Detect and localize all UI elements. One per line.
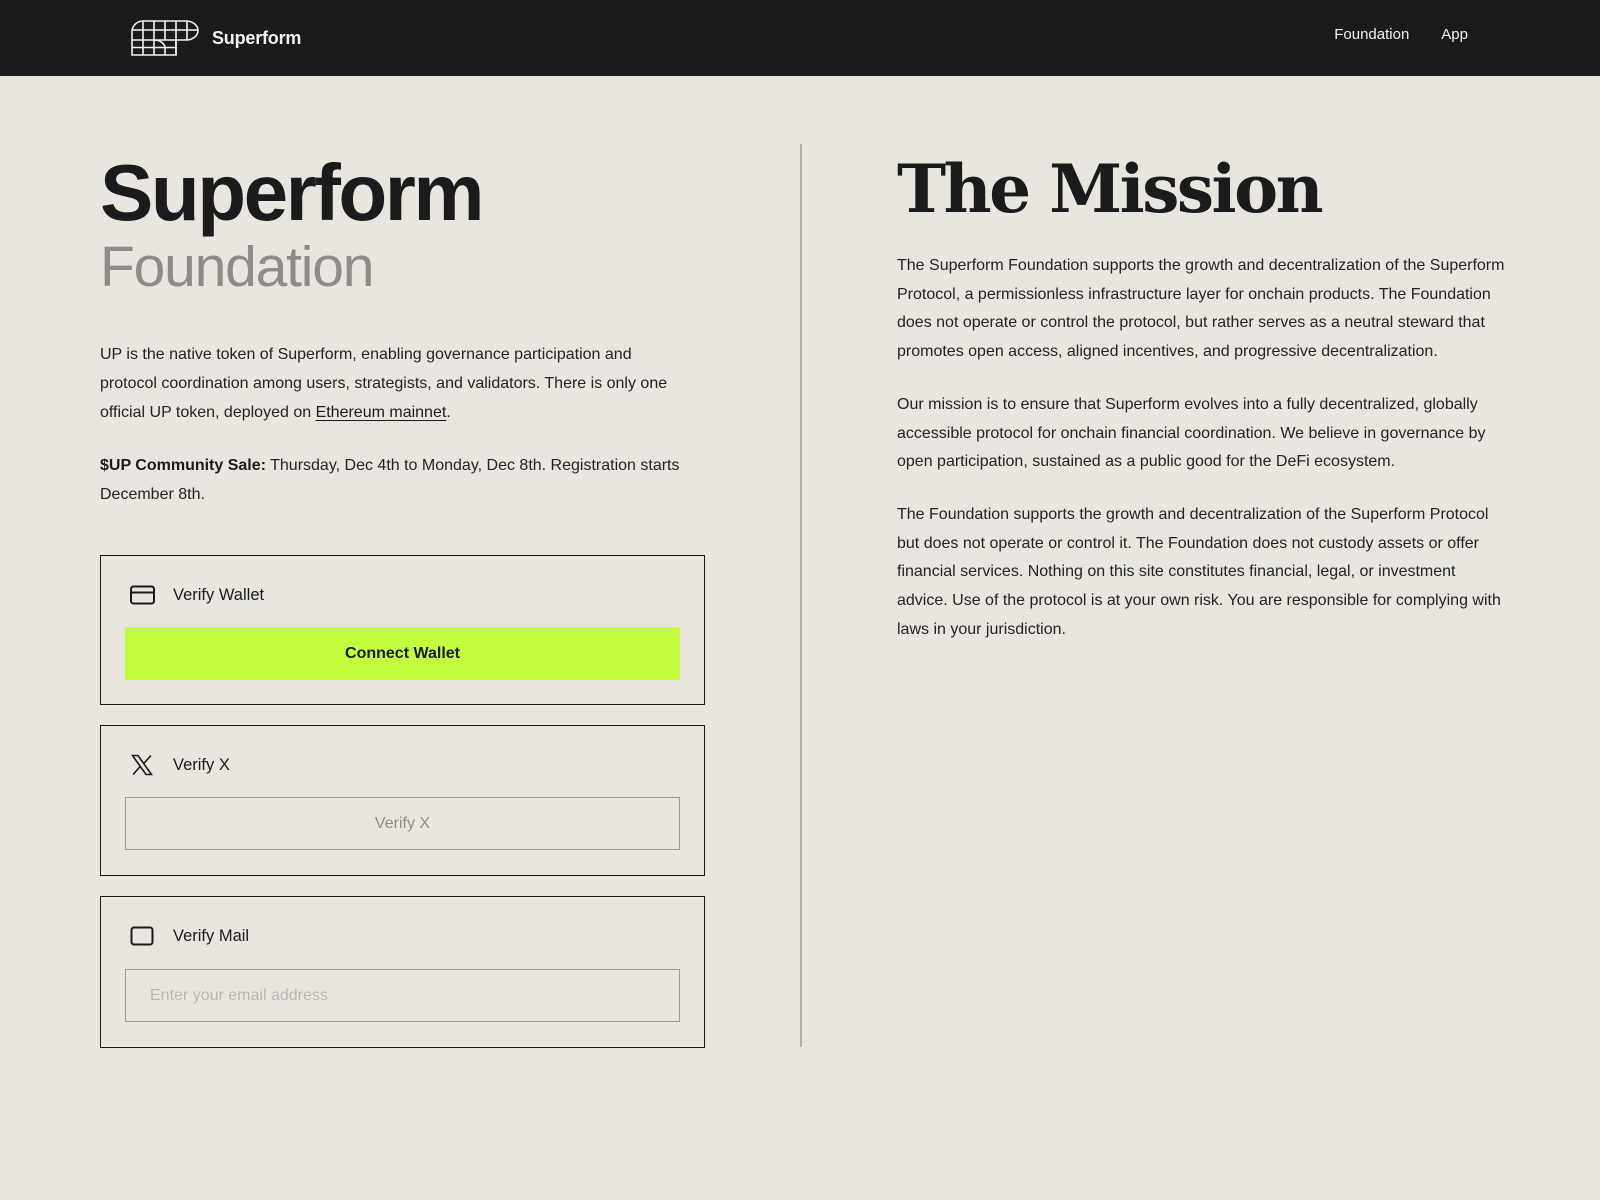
verify-x-card xyxy=(100,725,705,876)
verify-mail-title: Verify Mail xyxy=(173,926,250,945)
verify-x-title: Verify X xyxy=(173,755,230,774)
hero-subtitle: Foundation xyxy=(100,235,374,299)
verify-wallet-card xyxy=(100,555,705,705)
superform-grid-logo-icon xyxy=(131,20,199,56)
mission-body xyxy=(897,252,1507,644)
ethereum-mainnet-link[interactable]: Ethereum mainnet xyxy=(315,404,447,421)
top-navbar xyxy=(0,0,1600,76)
verify-x-button[interactable]: Verify X xyxy=(125,797,680,850)
verify-mail-card xyxy=(100,896,705,1048)
column-divider xyxy=(800,144,802,1047)
x-logo-icon xyxy=(129,754,155,776)
mission-title: The Mission xyxy=(897,150,1322,228)
verify-wallet-title: Verify Wallet xyxy=(173,585,265,604)
mission-paragraph-2: Our mission is to ensure that Superform evolves into a fully decentralized, globally accessible protocol for onchain financial coordination. We believe in governance by open participation, sustained as a public good for the DeFi ecosystem. xyxy=(897,395,1486,471)
connect-wallet-button[interactable]: Connect Wallet xyxy=(125,627,680,680)
main-nav xyxy=(1334,26,1468,43)
hero-title: Superform xyxy=(100,148,482,237)
intro-paragraph xyxy=(100,340,690,427)
nav-link-app[interactable]: App xyxy=(1441,26,1468,43)
intro-text: UP is the native token of Superform, enabling governance participation and protocol coordination among users, strategists, and validators. There is only one official UP token, deployed on xyxy=(100,346,668,421)
mail-square-icon xyxy=(129,925,155,947)
sale-label: $UP Community Sale: xyxy=(100,457,266,474)
verify-x-header xyxy=(129,754,230,776)
brand-home-link[interactable] xyxy=(131,19,301,57)
credit-card-icon xyxy=(129,584,155,606)
hero-section xyxy=(100,140,705,509)
mission-paragraph-1: The Superform Foundation supports the growth and decentralization of the Superform Protocol, a permissionless infrastructure layer for onchain products. The Foundation does not operate or control the protocol, but rather serves as a neutral steward that promotes open access, aligned incentives, and progressive decentralization. xyxy=(897,257,1505,361)
verify-wallet-header xyxy=(129,584,264,606)
mission-paragraph-3: The Foundation supports the growth and decentralization of the Superform Protocol but does not operate or control it. The Foundation does not custody assets or offer financial services. Nothing on this site constitutes financial, legal, or investment advice. Use of the protocol is at your own risk. You are responsible for complying with laws in your jurisdiction. xyxy=(897,505,1501,638)
intro-suffix: . xyxy=(446,404,451,421)
brand-name: Superform xyxy=(212,27,302,48)
nav-link-foundation[interactable]: Foundation xyxy=(1334,26,1410,43)
verify-mail-header xyxy=(129,925,249,947)
community-sale-notice xyxy=(100,451,690,509)
email-input[interactable] xyxy=(125,969,680,1022)
mission-section xyxy=(897,140,1507,644)
sale-text: Thursday, Dec 4th to Monday, Dec 8th. Registration starts December 8th. xyxy=(100,457,680,503)
